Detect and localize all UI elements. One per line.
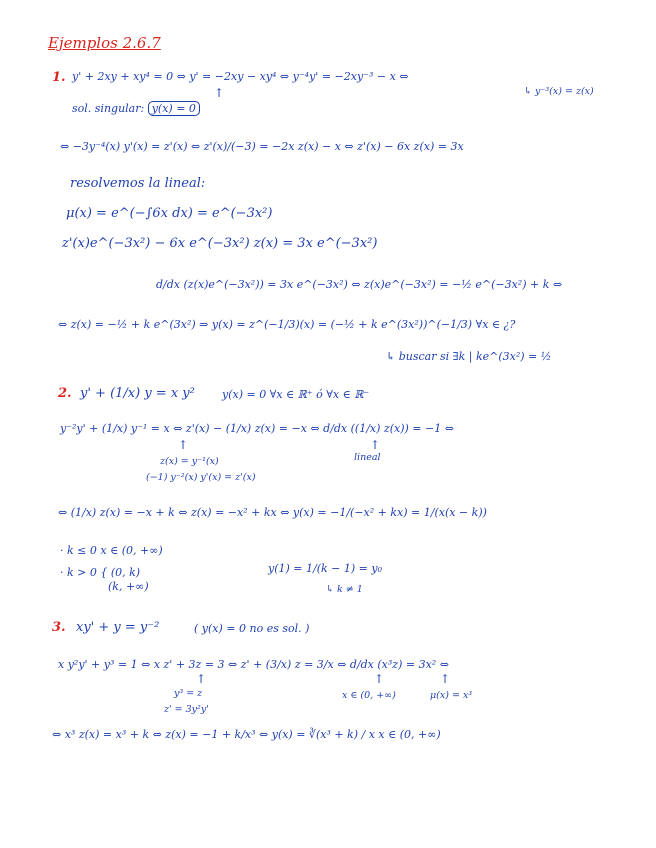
example-2-lineal-label: lineal (354, 452, 381, 463)
page-title: Ejemplos 2.6.7 (48, 34, 161, 52)
arrow-up-icon: ↑ (196, 672, 207, 686)
example-3-number: 3. (52, 620, 66, 635)
example-2-line-1: y⁻²y' + (1/x) y⁻¹ = x ⇔ z'(x) − (1/x) z(x) = −x ⇔ d/dx ((1/x) z(x)) = −1 ⇔ (60, 422, 454, 435)
arrow-up-icon: ↑ (214, 86, 225, 100)
example-3-trivial-note: ( y(x) = 0 no es sol. ) (194, 622, 310, 635)
arrow-up-icon: ↑ (374, 672, 385, 686)
example-3-equation: xy' + y = y⁻² (76, 620, 160, 635)
example-1-line-2: ⇔ −3y⁻⁴(x) y'(x) = z'(x) ⇔ z'(x)/(−3) = −2x z(x) − x ⇔ z'(x) − 6x z(x) = 3x (60, 140, 464, 153)
example-1-line-6: d/dx (z(x)e^(−3x²)) = 3x e^(−3x²) ⇔ z(x)e^(−3x²) = −½ e^(−3x²) + k ⇔ (156, 278, 563, 291)
example-2-substitution-1: z(x) = y⁻¹(x) (160, 456, 219, 467)
example-2-case-2b: (k, +∞) (108, 580, 149, 593)
example-3-integrating-factor: μ(x) = x³ (430, 690, 473, 701)
example-1-line-4: μ(x) = e^(−∫6x dx) = e^(−3x²) (66, 206, 273, 221)
example-1-line-8: ↳ buscar si ∃k | ke^(3x²) = ½ (386, 350, 552, 363)
example-2-line-2: ⇔ (1/x) z(x) = −x + k ⇔ z(x) = −x² + kx ⇔ y(x) = −1/(−x² + kx) = 1/(x(x − k)) (58, 506, 487, 519)
example-3-line-2: ⇔ x³ z(x) = x³ + k ⇔ z(x) = −1 + k/x³ ⇔ y(x) = ∛(x³ + k) / x x ∈ (0, +∞) (52, 728, 441, 741)
example-3-substitution-1: y³ = z (174, 688, 203, 699)
singular-solution-label: sol. singular: (72, 102, 145, 115)
example-2-initial-condition: y(1) = 1/(k − 1) = y₀ (268, 562, 383, 575)
example-2-case-1: · k ≤ 0 x ∈ (0, +∞) (60, 544, 163, 557)
example-3-domain: x ∈ (0, +∞) (342, 690, 396, 701)
arrow-up-icon: ↑ (370, 438, 381, 452)
example-2-ic-note: ↳ k ≠ 1 (326, 584, 363, 595)
singular-solution (72, 102, 200, 115)
example-1-line-7: ⇔ z(x) = −½ + k e^(3x²) ⇒ y(x) = z^(−1/3)(x) = (−½ + k e^(3x²))^(−1/3) ∀x ∈ ¿? (58, 318, 516, 331)
example-1-line-5: z'(x)e^(−3x²) − 6x e^(−3x²) z(x) = 3x e^(−3x²) (62, 236, 378, 251)
singular-solution-value: y(x) = 0 (148, 101, 200, 116)
example-2-number: 2. (58, 386, 72, 401)
example-1-number: 1. (52, 70, 66, 85)
arrow-up-icon: ↑ (440, 672, 451, 686)
example-2-equation: y' + (1/x) y = x y² (80, 386, 195, 401)
example-2-substitution-2: (−1) y⁻²(x) y'(x) = z'(x) (146, 472, 256, 483)
example-3-line-1: x y²y' + y³ = 1 ⇔ x z' + 3z = 3 ⇔ z' + (3/x) z = 3/x ⇔ d/dx (x³z) = 3x² ⇔ (58, 658, 449, 671)
arrow-up-icon: ↑ (178, 438, 189, 452)
example-1-note-1: ↳ y⁻³(x) = z(x) (524, 86, 594, 97)
example-1-line-1: y' + 2xy + xy⁴ = 0 ⇔ y' = −2xy − xy⁴ ⇔ y⁻⁴y' = −2xy⁻³ − x ⇔ (72, 70, 409, 83)
example-2-trivial-note: y(x) = 0 ∀x ∈ ℝ⁺ ó ∀x ∈ ℝ⁻ (222, 388, 370, 401)
example-3-substitution-2: z' = 3y²y' (164, 704, 209, 715)
example-2-case-2: · k > 0 { (0, k) (60, 566, 141, 579)
example-1-line-3: resolvemos la lineal: (70, 176, 206, 191)
